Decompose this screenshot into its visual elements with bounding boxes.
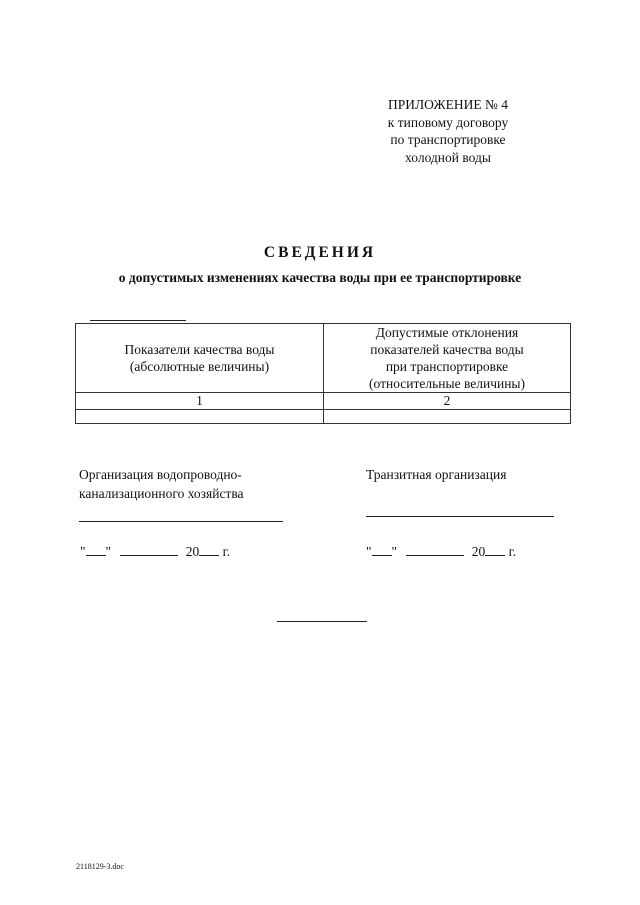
right-organization-label	[366, 465, 506, 484]
col2-header	[324, 324, 571, 393]
left-year-prefix: 20	[185, 544, 200, 559]
decorative-rule	[90, 320, 186, 321]
left-quote-open: "	[80, 544, 86, 559]
col1-header	[76, 324, 324, 393]
end-rule	[277, 621, 367, 622]
appendix-header	[368, 96, 528, 166]
document-title: СВЕДЕНИЯ	[263, 244, 377, 261]
quality-table	[75, 323, 571, 424]
right-quote-open: "	[366, 544, 372, 559]
right-year-suffix: г.	[508, 544, 517, 559]
col1-number: 1	[76, 393, 324, 410]
left-signature-line	[79, 521, 283, 522]
left-year-suffix: г.	[222, 544, 231, 559]
table-header-row	[76, 324, 571, 393]
col2-header-line-3: при транспортировке	[385, 359, 509, 374]
document-subtitle: о допустимых изменениях качества воды при ее транспортировке	[118, 270, 522, 285]
left-date	[80, 543, 230, 560]
table-cell	[324, 410, 571, 424]
left-year-blank	[199, 543, 219, 556]
col2-number: 2	[324, 393, 571, 410]
appendix-line-3: по транспортировке	[390, 132, 506, 147]
left-org-line-1: Организация водопроводно-	[79, 467, 242, 482]
right-day-blank	[372, 543, 392, 556]
file-name-footer: 2118129-3.doc	[76, 862, 124, 871]
col2-header-line-2: показателей качества воды	[370, 342, 524, 357]
table-row-numbers	[76, 393, 571, 410]
right-quote-close: "	[391, 544, 398, 559]
left-day-blank	[86, 543, 106, 556]
right-year-prefix: 20	[471, 544, 486, 559]
left-month-blank	[120, 543, 178, 556]
table-row	[76, 410, 571, 424]
left-organization-label	[79, 465, 244, 503]
right-date	[366, 543, 516, 560]
appendix-number: ПРИЛОЖЕНИЕ № 4	[387, 97, 509, 112]
appendix-line-4: холодной воды	[405, 149, 491, 165]
right-org-line-1: Транзитная организация	[366, 467, 507, 482]
col2-header-line-1: Допустимые отклонения	[375, 325, 519, 340]
left-quote-close: "	[105, 544, 112, 559]
appendix-line-2: к типовому договору	[387, 114, 509, 130]
right-month-blank	[406, 543, 464, 556]
col2-header-line-4: (относительные величины)	[369, 376, 525, 391]
left-org-line-2: канализационного хозяйства	[79, 486, 244, 501]
table-cell	[76, 410, 324, 424]
col1-header-line-1: Показатели качества воды	[124, 342, 275, 357]
right-signature-line	[366, 516, 554, 517]
right-year-blank	[485, 543, 505, 556]
col1-header-line-2: (абсолютные величины)	[129, 359, 270, 374]
